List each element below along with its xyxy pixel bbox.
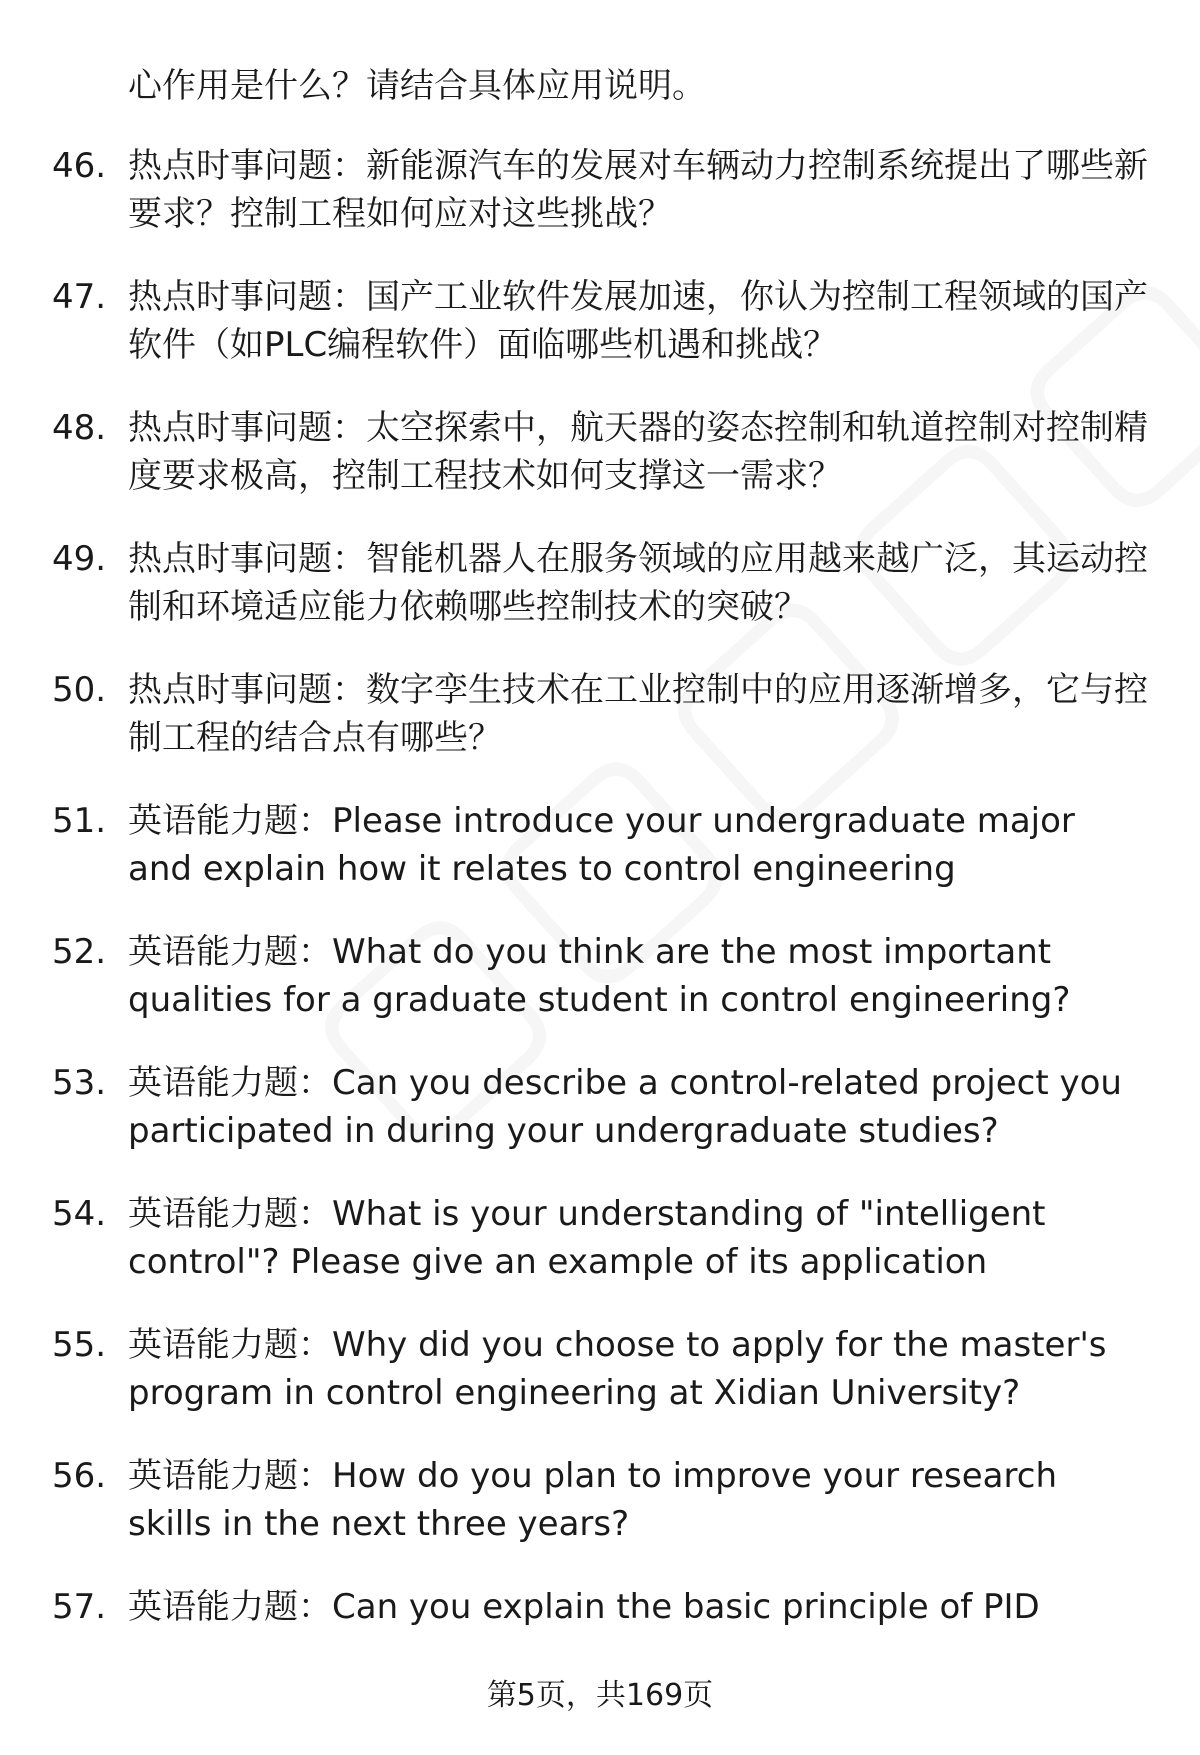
question-number: 55. (52, 1325, 107, 1365)
question-number: 56. (52, 1456, 107, 1496)
question-text: 英语能力题：Can you explain the basic principle of PID (128, 1587, 1040, 1627)
question-text: 英语能力题：What is your understanding of "intelligent control"? Please give an example of its application (128, 1194, 1046, 1282)
question-number: 57. (52, 1587, 107, 1627)
question-number: 52. (52, 932, 107, 972)
question-text: 热点时事问题：太空探索中，航天器的姿态控制和轨道控制对控制精度要求极高，控制工程技术如何支撑这一需求？ (128, 408, 1148, 496)
question-item (0, 1452, 1148, 1548)
question-item (0, 273, 1148, 369)
question-item (0, 535, 1148, 631)
question-item (0, 142, 1148, 238)
continued-text (128, 62, 1148, 110)
question-text: 英语能力题：Why did you choose to apply for the master's program in control engineering at Xidian University? (128, 1325, 1107, 1413)
question-item (0, 666, 1148, 762)
question-item (0, 1583, 1148, 1631)
question-number: 50. (52, 670, 107, 710)
question-item (0, 797, 1148, 893)
question-list (0, 142, 1200, 1666)
question-text: 热点时事问题：数字孪生技术在工业控制中的应用逐渐增多，它与控制工程的结合点有哪些？ (128, 670, 1148, 758)
question-number: 49. (52, 539, 107, 579)
page-number: 第5页，共169页 (486, 1678, 714, 1713)
question-number: 54. (52, 1194, 107, 1234)
question-item (0, 404, 1148, 500)
question-text: 热点时事问题：国产工业软件发展加速，你认为控制工程领域的国产软件（如PLC编程软件）面临哪些机遇和挑战？ (128, 277, 1148, 365)
page-footer (0, 1676, 1200, 1716)
question-number: 53. (52, 1063, 107, 1103)
question-item (0, 1321, 1148, 1417)
question-item (0, 1059, 1148, 1155)
question-item (0, 928, 1148, 1024)
question-text: 英语能力题：How do you plan to improve your research skills in the next three years? (128, 1456, 1057, 1544)
question-text: 英语能力题：Please introduce your undergraduate major and explain how it relates to control engineering (128, 801, 1075, 889)
question-number: 51. (52, 801, 107, 841)
question-item (0, 1190, 1148, 1286)
question-number: 46. (52, 146, 107, 186)
question-text: 热点时事问题：智能机器人在服务领域的应用越来越广泛，其运动控制和环境适应能力依赖哪些控制技术的突破？ (128, 539, 1148, 627)
question-number: 48. (52, 408, 107, 448)
question-number: 47. (52, 277, 107, 317)
question-text: 热点时事问题：新能源汽车的发展对车辆动力控制系统提出了哪些新要求？控制工程如何应对这些挑战？ (128, 146, 1148, 234)
question-text: 英语能力题：What do you think are the most important qualities for a graduate student in control engineering? (128, 932, 1071, 1020)
question-text: 英语能力题：Can you describe a control-related project you participated in during your undergraduate studies? (128, 1063, 1122, 1151)
lead-text: 心作用是什么？请结合具体应用说明。 (128, 66, 706, 106)
